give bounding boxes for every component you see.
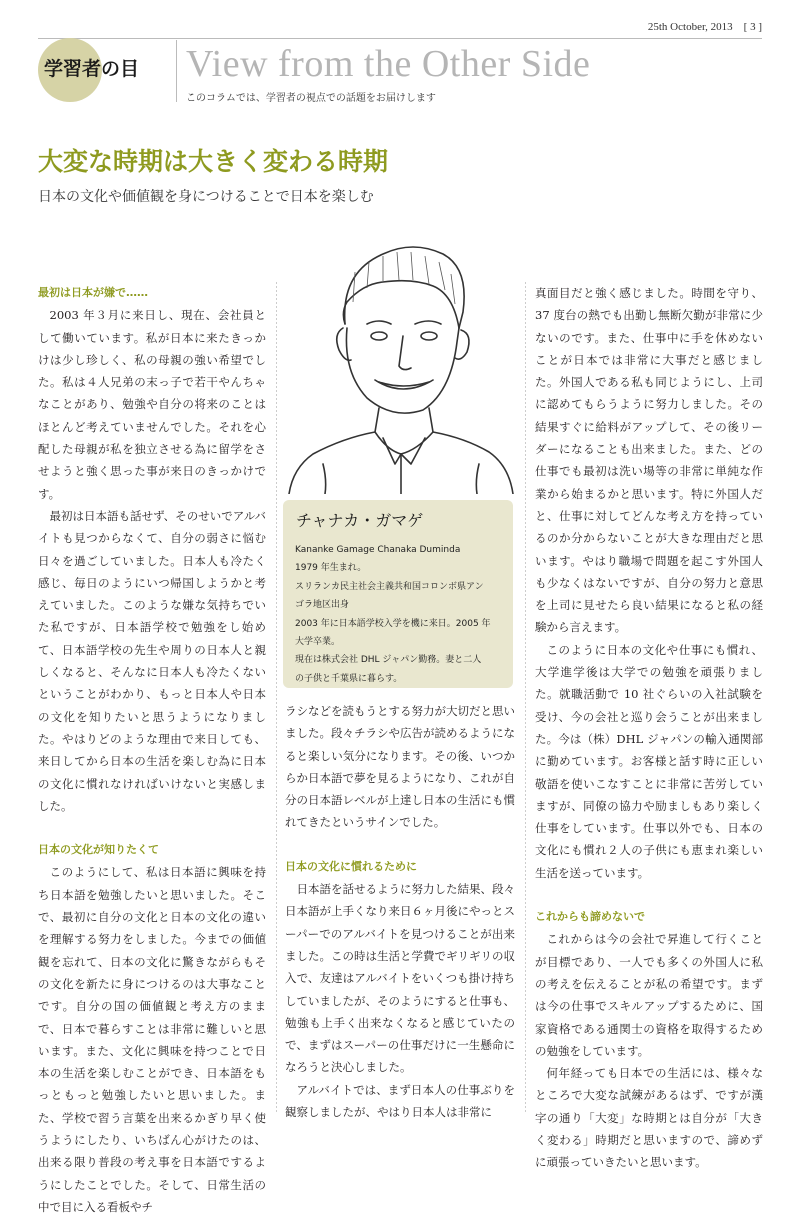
paragraph: このようにして、私は日本語に興味を持ち日本語を勉強したいと思いました。そこで、最初に自分の文化と日本の文化の違いを理解する努力をしました。今までの価値観を忘れて、日本の文化に驚きながらもその文化を新たに身につけるのは大事なことです。自分の国の価値観と考え方のままで、日本で暮らすことは非常に難しいと思います。また、文化に興味を持つことで日本の生活を楽しむことができ、日本語をもっともっと勉強したいと思いました。また、学校で習う言葉を出来るかぎり早く使うようにしたり、いちばん心がけたのは、出来る限り普段の考え事を日本語でするようにしたことでした。そして、日常生活の中で目に入る看板やチ: [38, 865, 266, 1214]
paragraph: このように日本の文化や仕事にも慣れ、大学進学後は大学での勉強を頑張りました。就職活動で 10 社ぐらいの入社試験を受け、今の会社と巡り会うことが出来ました。今は（株）DHL ジャパンの輸入通関部に勤めています。お客様と話す時に正しい敬語を使いこなすことに非常に苦労していますが、同僚の協力や励ましもあり楽しく仕事をしています。仕事以外でも、日本の文化にも慣れ２人の子供にも恵まれ楽しい生活を送っています。: [535, 642, 763, 880]
paragraph: アルバイトでは、まず日本人の仕事ぶりを観察しましたが、やはり日本人は非常に: [285, 1082, 515, 1120]
paragraph: これからは今の会社で昇進して行くことが目標であり、一人でも多くの外国人に私の考えを伝えることが私の希望です。まずは今の仕事でスキルアップするために、国家資格である通関士の資格を取得するための勉強をしています。: [535, 932, 763, 1058]
profile-line: 大学卒業。: [295, 637, 341, 648]
article-headline: 大変な時期は大きく変わる時期: [38, 147, 389, 176]
section-heading: 最初は日本が嫌で……: [38, 286, 148, 299]
column-divider-2: [525, 282, 526, 1112]
profile-line: 1979 年生まれ。: [295, 563, 367, 574]
profile-line: ゴラ地区出身: [295, 600, 350, 611]
paragraph: 最初は日本語も話せず、そのせいでアルバイトも見つからなくて、自分の弱さに悩む日々を過ごしていました。日本人も冷たく感じ、毎日のようにいつ帰国しようかと考えていました。このような嫌な気持ちでいた私ですが、日本語学校で勉強をし始めて、日本語学校の先生や周りの日本人と親しくなると、そんなに日本人も冷たくないということがわかり、もっと日本人や日本の文化を知りたいと思うようになりました。やはりどのような理由で来日しても、来日してから日本の生活を楽しむ為に日本の文化に慣れなければいけないと実感しました。: [38, 508, 266, 813]
article-subheadline: 日本の文化や価値観を身につけることで日本を楽しむ: [38, 189, 374, 205]
series-title: View from the Other Side: [186, 43, 591, 85]
paragraph: 何年経っても日本での生活には、様々なところで大変な試練があるはず、ですが漢字の通り「大変」な時期とは自分が「大きく変わる」時期だと思いますので、諦めずに頑張っていきたいと思います。: [535, 1066, 763, 1170]
column-divider: [176, 40, 177, 102]
profile-line: 現在は株式会社 DHL ジャパン勤務。妻と二人: [295, 655, 482, 666]
profile-line: スリランカ民主社会主義共和国コロンボ県アン: [295, 581, 484, 592]
paragraph: 2003 年３月に来日し、現在、会社員として働いています。私が日本に来たきっかけは少し珍しく、私の母親の強い希望でした。私は４人兄弟の末っ子で若干やんちゃなことがあり、勉強や自分の将来のことはほとんど考えていませんでした。それを心配した母親が私を独立させる為に留学をさせようと強く思った事が来日のきっかけです。: [38, 308, 266, 501]
series-subtitle: このコラムでは、学習者の視点での話題をお届けします: [186, 93, 436, 104]
profile-name: チャナカ・ガマゲ: [296, 511, 424, 530]
top-rule: [38, 38, 762, 39]
portrait-illustration: [283, 232, 517, 494]
profile-romanized-name: Kananke Gamage Chanaka Duminda: [295, 545, 461, 555]
paragraph: ラシなどを読もうとする努力が大切だと思いました。段々チラシや広告が読めるようになると楽しい気分になります。その後、いつからか日本語で夢を見るようになり、これが自分の日本語レベルが上達し日本の生活にも慣れてきたというサインでした。: [285, 704, 515, 830]
section-heading: これからも諦めないで: [535, 910, 645, 924]
article-column-2: [285, 700, 515, 1123]
article-column-1: [38, 282, 266, 1218]
profile-line: 2003 年に日本語学校入学を機に来日。2005 年: [295, 618, 491, 629]
page-info: 25th October, 2013 [ 3 ]: [647, 21, 762, 33]
profile-line: の子供と千葉県に暮らす。: [295, 673, 403, 684]
column-divider-1: [276, 282, 277, 1112]
section-heading: 日本の文化に慣れるために: [285, 859, 417, 873]
column-tag-label: 学習者の目: [44, 58, 140, 80]
section-heading: 日本の文化が知りたくて: [38, 843, 159, 857]
paragraph: 日本語を話せるように努力した結果、段々日本語が上手くなり来日６ヶ月後にやっとスーパーでのアルバイトを見つけることが出来ました。この時は生活と学費でギリギリの収入で、友達はアルバイトをいくつも掛け持ちしていましたが、そのようにすると仕事も、勉強も上手く出来なくなると感じていたので、まずはスーパーの仕事だけに一生懸命になろうと決心しました。: [285, 882, 515, 1075]
article-column-3: [535, 282, 763, 1174]
profile-details: [295, 541, 509, 688]
paragraph: 真面目だと強く感じました。時間を守り、37 度台の熱でも出勤し無断欠勤が非常に少ないのです。また、仕事中に手を休めないことが日本では非常に大事だと感じました。外国人である私も同じようにし、上司に認めてもらうように努力しました。その結果すぐに給料がアップして、その後リーダーになることも出来ました。また、どの仕事でも最初は洗い場等の非常に単純な作業から始まるかと思います。特に外国人だと、仕事に対してどんな考え方を持っているのか分からないことが大きな理由だと思います。やはり職場で問題を起こす外国人も少なくはないですが、自分の努力と意思を上司に見せたら良い結果になると私の経験から言えます。: [535, 286, 763, 635]
